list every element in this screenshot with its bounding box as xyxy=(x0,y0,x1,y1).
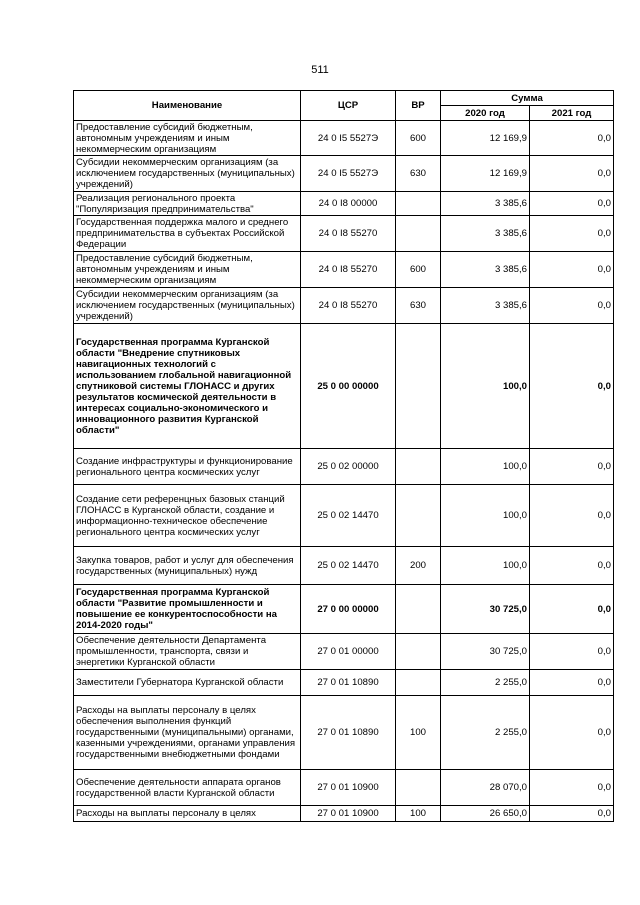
table-row xyxy=(74,585,614,634)
row-name: Обеспечение деятельности аппарата органов государственной власти Курганской области xyxy=(74,770,301,806)
table-row xyxy=(74,252,614,288)
table-row xyxy=(74,547,614,585)
row-vr xyxy=(396,485,441,547)
row-vr: 100 xyxy=(396,806,441,822)
row-vr: 200 xyxy=(396,547,441,585)
header-sum: Сумма xyxy=(441,91,614,106)
row-vr xyxy=(396,449,441,485)
table-row xyxy=(74,324,614,449)
row-name: Предоставление субсидий бюджетным, автономным учреждениям и иным некоммерческим организациям xyxy=(74,121,301,156)
row-csr: 27 0 00 00000 xyxy=(301,585,396,634)
table-row xyxy=(74,696,614,770)
row-sum-2021: 0,0 xyxy=(530,634,614,670)
row-sum-2020: 3 385,6 xyxy=(441,216,530,252)
row-vr xyxy=(396,585,441,634)
table-row xyxy=(74,288,614,324)
row-name: Предоставление субсидий бюджетным, автономным учреждениям и иным некоммерческим организациям xyxy=(74,252,301,288)
row-sum-2021: 0,0 xyxy=(530,324,614,449)
row-name: Государственная программа Курганской области "Развитие промышленности и повышение ее конкурентоспособности на 2014-2020 годы" xyxy=(74,585,301,634)
row-sum-2021: 0,0 xyxy=(530,252,614,288)
row-vr: 100 xyxy=(396,696,441,770)
row-sum-2020: 2 255,0 xyxy=(441,670,530,696)
row-sum-2021: 0,0 xyxy=(530,121,614,156)
row-csr: 27 0 01 10890 xyxy=(301,670,396,696)
row-vr xyxy=(396,634,441,670)
row-sum-2020: 100,0 xyxy=(441,547,530,585)
row-sum-2021: 0,0 xyxy=(530,585,614,634)
row-name: Субсидии некоммерческим организациям (за исключением государственных (муниципальных) учреждений) xyxy=(74,288,301,324)
row-vr xyxy=(396,670,441,696)
row-name: Обеспечение деятельности Департамента промышленности, транспорта, связи и энергетики Курганской области xyxy=(74,634,301,670)
row-vr xyxy=(396,770,441,806)
row-name: Создание сети референцных базовых станций ГЛОНАСС в Курганской области, создание и информационно-техническое обеспечение регионального центра космических услуг xyxy=(74,485,301,547)
row-sum-2020: 26 650,0 xyxy=(441,806,530,822)
row-csr: 27 0 01 10890 xyxy=(301,696,396,770)
row-sum-2021: 0,0 xyxy=(530,485,614,547)
row-sum-2020: 3 385,6 xyxy=(441,192,530,216)
row-csr: 27 0 01 10900 xyxy=(301,770,396,806)
table-row xyxy=(74,770,614,806)
row-sum-2020: 2 255,0 xyxy=(441,696,530,770)
row-sum-2021: 0,0 xyxy=(530,216,614,252)
row-csr: 24 0 I5 5527Э xyxy=(301,156,396,192)
row-sum-2021: 0,0 xyxy=(530,696,614,770)
row-csr: 24 0 I8 55270 xyxy=(301,252,396,288)
row-csr: 24 0 I8 55270 xyxy=(301,216,396,252)
row-sum-2020: 3 385,6 xyxy=(441,252,530,288)
row-sum-2020: 100,0 xyxy=(441,449,530,485)
row-name: Реализация регионального проекта "Популяризация предпринимательства" xyxy=(74,192,301,216)
row-sum-2020: 12 169,9 xyxy=(441,121,530,156)
row-name: Создание инфраструктуры и функционирование регионального центра космических услуг xyxy=(74,449,301,485)
row-name: Расходы на выплаты персоналу в целях xyxy=(74,806,301,822)
row-name: Субсидии некоммерческим организациям (за исключением государственных (муниципальных) учреждений) xyxy=(74,156,301,192)
header-year-2020: 2020 год xyxy=(441,106,530,121)
table-row xyxy=(74,192,614,216)
table-row xyxy=(74,634,614,670)
row-name: Государственная поддержка малого и среднего предпринимательства в субъектах Российской Федерации xyxy=(74,216,301,252)
row-csr: 25 0 02 14470 xyxy=(301,547,396,585)
row-vr xyxy=(396,216,441,252)
row-name: Расходы на выплаты персоналу в целях обеспечения выполнения функций государственными (муниципальными) органами, казенными учреждениями, органами управления государственными внебюджетными фондами xyxy=(74,696,301,770)
row-csr: 25 0 00 00000 xyxy=(301,324,396,449)
row-sum-2020: 30 725,0 xyxy=(441,634,530,670)
row-sum-2021: 0,0 xyxy=(530,806,614,822)
row-sum-2020: 100,0 xyxy=(441,485,530,547)
row-sum-2020: 30 725,0 xyxy=(441,585,530,634)
header-csr: ЦСР xyxy=(301,91,396,121)
table-row xyxy=(74,156,614,192)
row-vr: 630 xyxy=(396,288,441,324)
row-vr xyxy=(396,192,441,216)
header-vr: ВР xyxy=(396,91,441,121)
row-csr: 25 0 02 00000 xyxy=(301,449,396,485)
row-sum-2020: 12 169,9 xyxy=(441,156,530,192)
header-year-2021: 2021 год xyxy=(530,106,614,121)
row-csr: 27 0 01 00000 xyxy=(301,634,396,670)
row-vr: 630 xyxy=(396,156,441,192)
page-number: 511 xyxy=(311,64,329,76)
table-row xyxy=(74,449,614,485)
table-row xyxy=(74,121,614,156)
row-sum-2021: 0,0 xyxy=(530,449,614,485)
row-csr: 24 0 I5 5527Э xyxy=(301,121,396,156)
row-csr: 27 0 01 10900 xyxy=(301,806,396,822)
row-csr: 25 0 02 14470 xyxy=(301,485,396,547)
row-sum-2020: 3 385,6 xyxy=(441,288,530,324)
table-body xyxy=(74,121,614,822)
row-sum-2021: 0,0 xyxy=(530,288,614,324)
row-sum-2021: 0,0 xyxy=(530,192,614,216)
row-sum-2020: 28 070,0 xyxy=(441,770,530,806)
table-row xyxy=(74,670,614,696)
table-row xyxy=(74,806,614,822)
row-sum-2021: 0,0 xyxy=(530,156,614,192)
row-name: Государственная программа Курганской области "Внедрение спутниковых навигационных технологий с использованием глобальной навигационной спутниковой системы ГЛОНАСС и других результатов космической деятельности в интересах социально-экономического и инновационного развития Курганской области" xyxy=(74,324,301,449)
row-csr: 24 0 I8 00000 xyxy=(301,192,396,216)
row-vr: 600 xyxy=(396,252,441,288)
budget-table xyxy=(73,90,614,822)
table-row xyxy=(74,485,614,547)
row-sum-2020: 100,0 xyxy=(441,324,530,449)
header-name: Наименование xyxy=(74,91,301,121)
row-name: Заместители Губернатора Курганской области xyxy=(74,670,301,696)
row-csr: 24 0 I8 55270 xyxy=(301,288,396,324)
row-sum-2021: 0,0 xyxy=(530,770,614,806)
row-name: Закупка товаров, работ и услуг для обеспечения государственных (муниципальных) нужд xyxy=(74,547,301,585)
row-sum-2021: 0,0 xyxy=(530,547,614,585)
table-row xyxy=(74,216,614,252)
row-vr xyxy=(396,324,441,449)
row-sum-2021: 0,0 xyxy=(530,670,614,696)
row-vr: 600 xyxy=(396,121,441,156)
